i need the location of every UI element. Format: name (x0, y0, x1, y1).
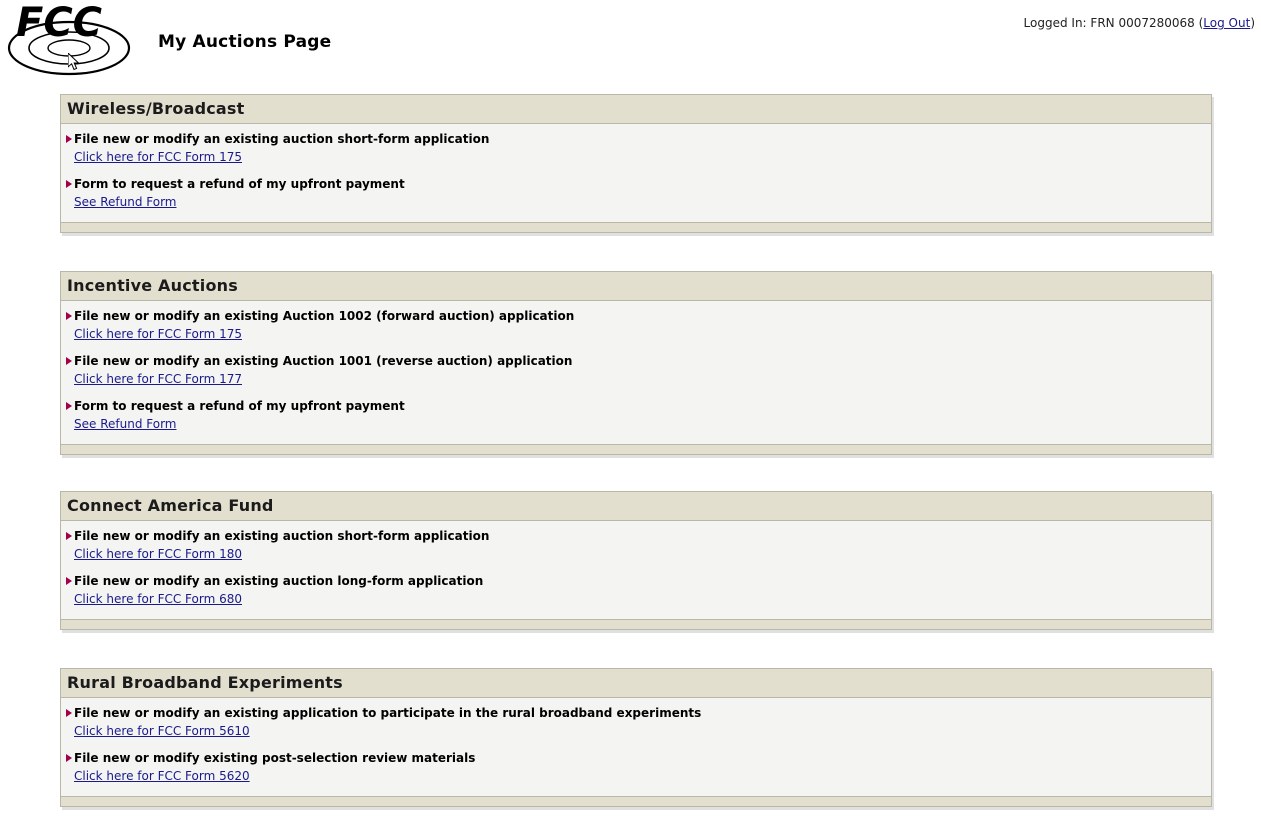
panel-incentive-auctions (60, 271, 1212, 455)
entry-item (61, 399, 1211, 434)
entry-label: File new or modify an existing auction short-form application (74, 132, 490, 146)
entry-link[interactable]: See Refund Form (74, 195, 177, 209)
panel-footer (61, 796, 1211, 806)
page-header (0, 0, 1261, 85)
entry-label: File new or modify an existing auction short-form application (74, 529, 490, 543)
panel-wireless-broadcast (60, 94, 1212, 233)
entry-item (61, 309, 1211, 354)
panel-title: Incentive Auctions (61, 272, 1211, 301)
arrow-bullet-icon (66, 577, 72, 585)
entry-label: File new or modify an existing Auction 1002 (forward auction) application (74, 309, 575, 323)
panel-title: Wireless/Broadcast (61, 95, 1211, 124)
entry-item (61, 751, 1211, 786)
entry-item (61, 706, 1211, 751)
panel-body (61, 124, 1211, 222)
entry-link[interactable]: Click here for FCC Form 680 (74, 592, 242, 606)
entry-link[interactable]: Click here for FCC Form 175 (74, 327, 242, 341)
entry-link[interactable]: Click here for FCC Form 177 (74, 372, 242, 386)
fcc-logo[interactable] (6, 2, 132, 78)
entry-label: File new or modify existing post-selection review materials (74, 751, 476, 765)
login-prefix-text: Logged In: FRN 0007280068 ( (1023, 16, 1204, 30)
login-suffix-text: ) (1250, 16, 1255, 30)
arrow-bullet-icon (66, 135, 72, 143)
entry-item (61, 529, 1211, 574)
panel-footer (61, 444, 1211, 454)
entry-item (61, 354, 1211, 399)
entry-item (61, 132, 1211, 177)
entry-link[interactable]: Click here for FCC Form 175 (74, 150, 242, 164)
panel-title: Connect America Fund (61, 492, 1211, 521)
entry-link[interactable]: Click here for FCC Form 180 (74, 547, 242, 561)
entry-item (61, 574, 1211, 609)
entry-link[interactable]: See Refund Form (74, 417, 177, 431)
login-status (1024, 16, 1255, 30)
panel-footer (61, 222, 1211, 232)
page-title: My Auctions Page (158, 32, 332, 52)
arrow-bullet-icon (66, 357, 72, 365)
arrow-bullet-icon (66, 402, 72, 410)
panel-footer (61, 619, 1211, 629)
panel-body (61, 698, 1211, 796)
panel-title: Rural Broadband Experiments (61, 669, 1211, 698)
arrow-bullet-icon (66, 754, 72, 762)
entry-link[interactable]: Click here for FCC Form 5610 (74, 724, 250, 738)
entry-item (61, 177, 1211, 212)
panel-connect-america-fund (60, 491, 1212, 630)
entry-link[interactable]: Click here for FCC Form 5620 (74, 769, 250, 783)
log-out-link[interactable]: Log Out (1203, 16, 1251, 30)
panel-body (61, 301, 1211, 444)
entry-label: File new or modify an existing auction long-form application (74, 574, 484, 588)
entry-label: Form to request a refund of my upfront payment (74, 399, 405, 413)
entry-label: File new or modify an existing Auction 1001 (reverse auction) application (74, 354, 573, 368)
entry-label: Form to request a refund of my upfront payment (74, 177, 405, 191)
entry-label: File new or modify an existing application to participate in the rural broadband experiments (74, 706, 702, 720)
arrow-bullet-icon (66, 180, 72, 188)
panel-rural-broadband-experiments (60, 668, 1212, 807)
arrow-bullet-icon (66, 709, 72, 717)
svg-text:FCC: FCC (16, 2, 103, 46)
panel-body (61, 521, 1211, 619)
arrow-bullet-icon (66, 312, 72, 320)
arrow-bullet-icon (66, 532, 72, 540)
